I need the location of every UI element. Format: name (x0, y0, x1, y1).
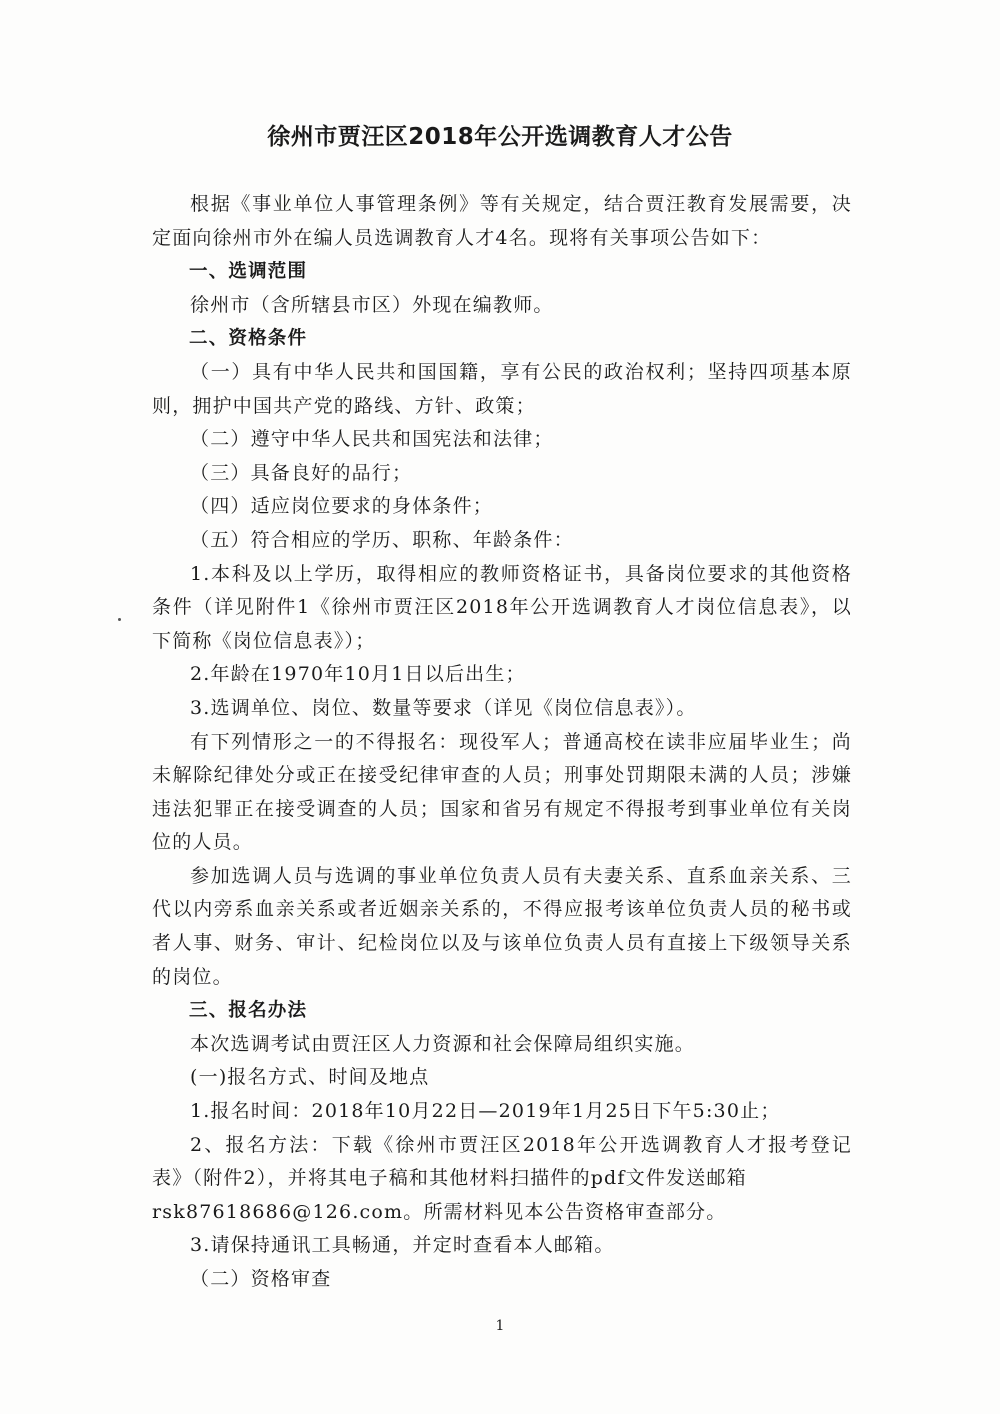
registration-method: 2、报名方法：下载《徐州市贾汪区2018年公开选调教育人才报考登记表》（附件2），并将其电子稿和其他材料扫描件的pdf文件发送邮箱 (152, 1133, 852, 1190)
qualification-item-5: （五）符合相应的学历、职称、年龄条件： (190, 528, 574, 551)
section-heading-registration: 三、报名办法 (189, 1000, 308, 1022)
scan-speck (118, 618, 121, 621)
subheading-registration-method: (一)报名方式、时间及地点 (190, 1066, 430, 1089)
condition-item-2: 2.年龄在1970年10月1日以后出生； (190, 663, 526, 686)
qualification-item-3: （三）具备良好的品行； (190, 461, 413, 484)
document-title: 徐州市贾汪区2018年公开选调教育人才公告 (267, 124, 733, 150)
section-heading-qualifications: 二、资格条件 (189, 328, 308, 350)
document-body (152, 188, 852, 1297)
condition-item-1: 1.本科及以上学历，取得相应的教师资格证书，具备岗位要求的其他资格条件（详见附件1《徐州市贾汪区2018年公开选调教育人才岗位信息表》，以下简称《岗位信息表》）； (152, 562, 852, 652)
relationship-paragraph: 参加选调人员与选调的事业单位负责人员有夫妻关系、直系血亲关系、三代以内旁系血亲关系或者近姻亲关系的，不得应报考该单位负责人员的秘书或者人事、财务、审计、纪检岗位以及与该单位负责人员有直接上下级领导关系的岗位。 (152, 864, 852, 988)
subheading-qualification-review: （二）资格审查 (190, 1268, 332, 1290)
condition-item-3: 3.选调单位、岗位、数量等要求（详见《岗位信息表》）。 (190, 696, 697, 719)
exclusion-paragraph: 有下列情形之一的不得报名：现役军人；普通高校在读非应届毕业生；尚未解除纪律处分或正在接受纪律审查的人员；刑事处罚期限未满的人员；涉嫌违法犯罪正在接受调查的人员；国家和省另有规定不得报考到事业单位有关岗位的人员。 (152, 730, 852, 854)
organizer-paragraph: 本次选调考试由贾汪区人力资源和社会保障局组织实施。 (190, 1032, 696, 1055)
scope-paragraph: 徐州市（含所辖县市区）外现在编教师。 (190, 293, 554, 316)
page-number: 1 (495, 1318, 505, 1334)
qualification-item-4: （四）适应岗位要求的身体条件； (190, 495, 494, 518)
qualification-item-2: （二）遵守中华人民共和国宪法和法律； (190, 428, 554, 451)
registration-email: rsk87618686@126.com。所需材料见本公告资格审查部分。 (152, 1200, 727, 1223)
section-heading-scope: 一、选调范围 (189, 261, 308, 283)
registration-time: 1.报名时间：2018年10月22日—2019年1月25日下午5:30止； (190, 1100, 781, 1123)
intro-paragraph: 根据《事业单位人事管理条例》等有关规定，结合贾汪教育发展需要，决定面向徐州市外在编人员选调教育人才4名。现将有关事项公告如下： (152, 193, 852, 249)
qualification-item-1: （一）具有中华人民共和国国籍，享有公民的政治权利；坚持四项基本原则，拥护中国共产党的路线、方针、政策； (152, 360, 852, 417)
contact-reminder: 3.请保持通讯工具畅通，并定时查看本人邮箱。 (190, 1234, 615, 1257)
